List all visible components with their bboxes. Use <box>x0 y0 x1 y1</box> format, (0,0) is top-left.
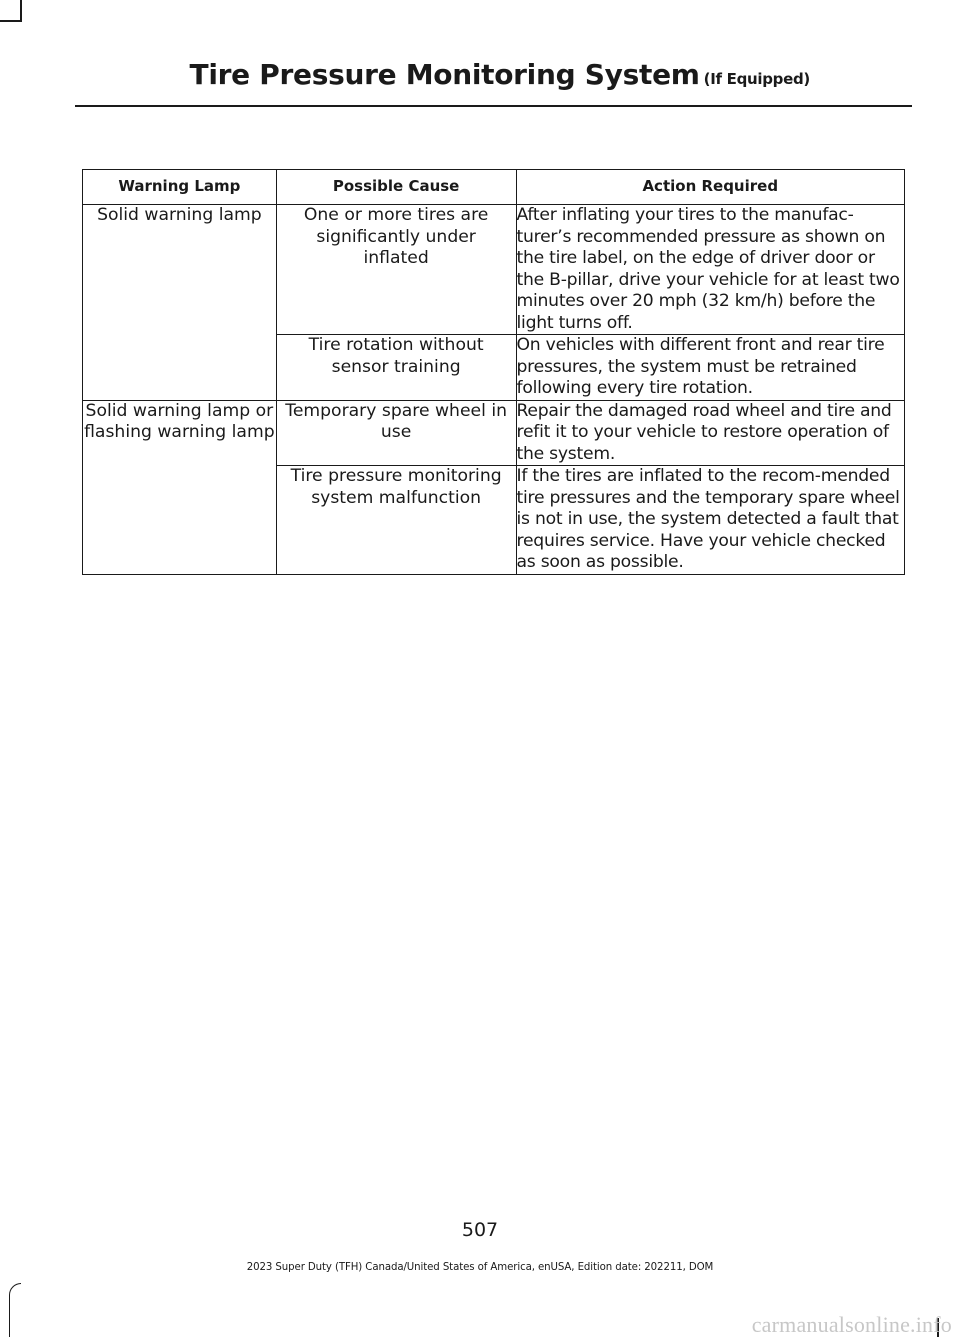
page-number: 507 <box>461 1219 499 1241</box>
header-action-required: Action Required <box>516 170 904 205</box>
watermark: carmanualsonline.info <box>751 1312 952 1337</box>
possible-cause-cell: One or more tires are significantly under inflated <box>276 205 516 335</box>
header-warning-lamp: Warning Lamp <box>83 170 277 205</box>
action-required-cell: Repair the damaged road wheel and tire and refit it to your vehicle to restore operation of the system. <box>516 400 904 466</box>
possible-cause-cell: Tire pressure monitoring system malfunction <box>276 466 516 575</box>
table-row <box>83 205 905 335</box>
action-required-cell: On vehicles with different front and rear tire pressures, the system must be retrained following every tire rotation. <box>516 335 904 401</box>
warning-lamp-cell: Solid warning lamp <box>83 205 277 401</box>
tpms-warning-table <box>82 169 905 575</box>
possible-cause-cell: Tire rotation without sensor training <box>276 335 516 401</box>
page-title <box>190 58 810 91</box>
action-required-cell: After inflating your tires to the manufac-turer’s recommended pressure as shown on the tire label, on the edge of driver door or the B-pillar, drive your vehicle for at least two minutes over 20 mph (32 km/h) before the light turns off. <box>516 205 904 335</box>
table-row <box>83 400 905 466</box>
crop-mark <box>20 0 22 22</box>
header-possible-cause: Possible Cause <box>276 170 516 205</box>
crop-mark <box>9 1283 21 1337</box>
crop-mark <box>0 20 22 22</box>
warning-lamp-cell: Solid warning lamp or flashing warning lamp <box>83 400 277 574</box>
edition-footer: 2023 Super Duty (TFH) Canada/United States of America, enUSA, Edition date: 202211, DOM <box>246 1262 714 1273</box>
table-header-row <box>83 170 905 205</box>
action-required-cell: If the tires are inflated to the recom-mended tire pressures and the temporary spare wheel is not in use, the system detected a fault that requires service. Have your vehicle checked as soon as possible. <box>516 466 904 575</box>
page-title-suffix: (If Equipped) <box>703 70 810 88</box>
possible-cause-cell: Temporary spare wheel in use <box>276 400 516 466</box>
page-title-text: Tire Pressure Monitoring System <box>189 58 700 91</box>
header-divider <box>75 105 912 107</box>
